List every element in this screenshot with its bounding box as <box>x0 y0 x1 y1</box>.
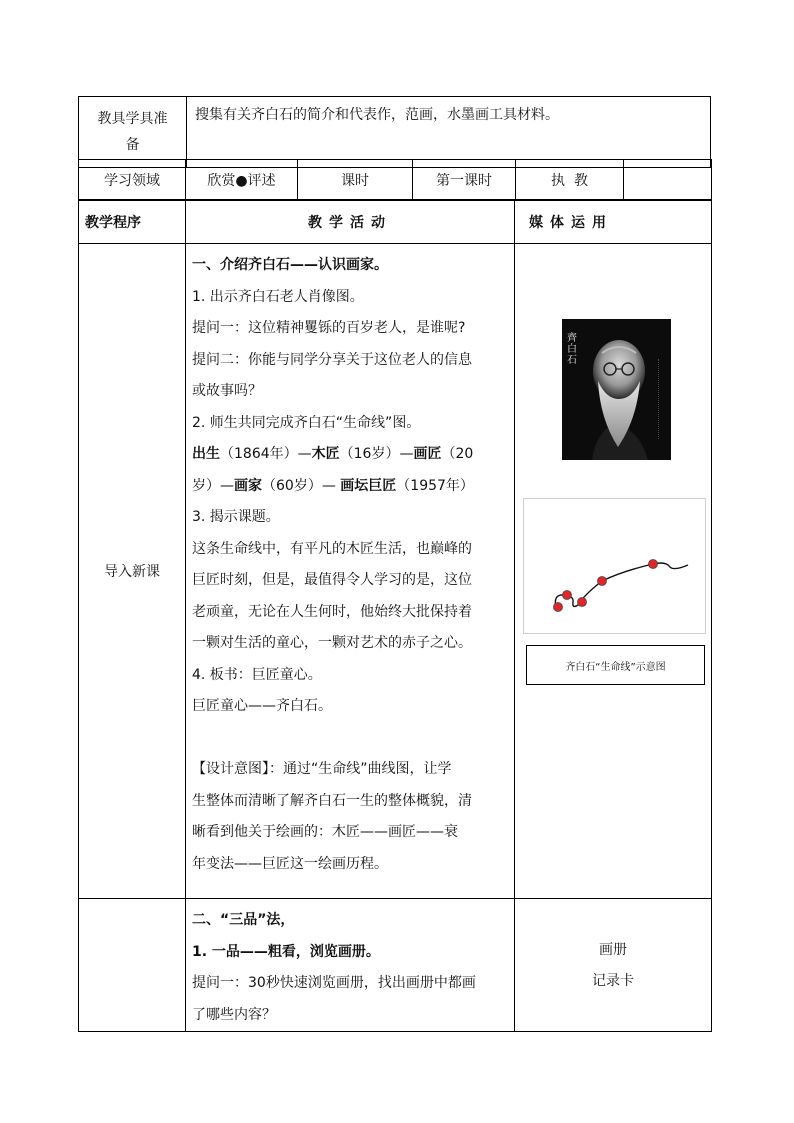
lifeline-curve-svg <box>524 499 705 633</box>
prep-row <box>79 97 711 168</box>
prep-value: 搜集有关齐白石的简介和代表作，范画，水墨画工具材料。 <box>187 97 711 168</box>
lesson-table <box>78 199 712 1032</box>
section1-name: 导入新课 <box>79 244 186 899</box>
period-value: 第一课时 <box>413 160 516 201</box>
lifeline-milestone-dot-4 <box>598 577 607 586</box>
timeline-birth: 出生 <box>192 446 220 462</box>
section1-p6d: 一颗对生活的童心，一颗对艺术的赤子之心。 <box>192 635 472 651</box>
timeline-painter: 画家 <box>234 477 262 494</box>
period-label: 课时 <box>298 160 413 201</box>
teacher-value <box>624 160 712 201</box>
section1-p4: 2. 师生共同完成齐白石“生命线”图。 <box>192 414 421 431</box>
timeline-sep3: — <box>220 477 234 494</box>
timeline-artisan-note-a: （20 <box>441 446 474 462</box>
header-procedure: 教学程序 <box>79 200 186 244</box>
timeline-artisan: 画匠 <box>413 446 442 462</box>
portrait-side-inscription <box>658 359 667 439</box>
prep-table <box>78 96 711 168</box>
lifeline-milestone-dot-1 <box>554 603 563 612</box>
section1-p7: 4. 板书：巨匠童心。 <box>192 666 322 683</box>
section1-intent-a <box>192 754 508 786</box>
section1-intent-d: 年变法——巨匠这一绘画历程。 <box>192 855 388 872</box>
lesson-header-row <box>79 200 712 244</box>
timeline-sep1: — <box>297 446 312 462</box>
timeline-sep4: — <box>321 477 341 494</box>
timeline-master-note: （1957年） <box>396 477 474 494</box>
section1-p5: 3. 揭示课题。 <box>192 509 280 525</box>
prep-label-line2: 备 <box>125 137 140 153</box>
header-activity: 教学活动 <box>186 200 515 244</box>
prep-label-cell <box>79 97 187 168</box>
blank-line <box>192 723 508 755</box>
timeline-birth-note: （1864年） <box>220 446 298 462</box>
timeline-line1 <box>192 439 508 471</box>
media-record-card: 记录卡 <box>592 973 634 989</box>
section1-p8: 巨匠童心——齐白石。 <box>192 698 332 714</box>
section1-media <box>515 244 712 899</box>
qi-baishi-portrait-image <box>562 319 671 460</box>
prep-label-line1: 教具学具准 <box>97 111 168 127</box>
timeline-carpenter-note: （16岁） <box>339 446 400 462</box>
media-album: 画册 <box>599 942 627 958</box>
domain-value: 欣赏●评述 <box>186 160 298 201</box>
info-table <box>78 159 712 201</box>
info-row <box>79 160 712 201</box>
section1-title: 一、介绍齐白石——认识画家。 <box>192 257 388 273</box>
section1-p3b: 或故事吗？ <box>192 383 262 399</box>
lifeline-caption: 齐白石“生命线”示意图 <box>526 645 705 685</box>
timeline-artisan-note-b: 岁） <box>192 477 220 494</box>
section2-p2b: 了哪些内容？ <box>192 1006 276 1023</box>
section1-row <box>79 244 712 899</box>
section1-p2: 提问一：这位精神矍铄的百岁老人，是谁呢? <box>192 320 466 336</box>
section2-name <box>79 899 186 1032</box>
timeline-line2 <box>192 471 508 503</box>
header-media: 媒体运用 <box>515 200 712 244</box>
timeline-sep2: — <box>399 446 414 462</box>
intent-line-a: 【设计意图】：通过“生命线”曲线图，让学 <box>192 761 452 777</box>
section1-p6a: 这条生命线中，有平凡的木匠生活，也巅峰的 <box>192 540 472 557</box>
section1-p6b: 巨匠时刻，但是，最值得令人学习的是，这位 <box>192 572 472 588</box>
timeline-painter-note: （60岁） <box>262 477 322 494</box>
lifeline-milestone-dot-3 <box>578 598 587 607</box>
section2-media-list <box>515 899 711 997</box>
section1-activity <box>186 244 515 899</box>
lifeline-milestone-dot-2 <box>563 591 572 600</box>
portrait-inscription: 齊白石 <box>567 333 577 366</box>
lifeline-curve <box>555 563 688 607</box>
lifeline-diagram <box>523 498 706 634</box>
section1-p6c: 老顽童，无论在人生何时，他始终大批保持着 <box>192 603 472 620</box>
domain-label: 学习领域 <box>79 160 186 201</box>
section2-activity <box>186 899 515 1032</box>
lifeline-milestone-dot-5 <box>649 560 658 569</box>
teacher-label: 执 教 <box>516 160 624 201</box>
section2-p2a: 提问一：30秒快速浏览画册，找出画册中都画 <box>192 975 476 991</box>
section1-p1: 1. 出示齐白石老人肖像图。 <box>192 288 364 305</box>
section1-p3a: 提问二：你能与同学分享关于这位老人的信息 <box>192 351 472 368</box>
section1-intent-b: 生整体而清晰了解齐白石一生的整体概貌，清 <box>192 792 472 809</box>
section2-p1: 1. 一品——粗看，浏览画册。 <box>192 943 380 960</box>
section1-intent-c: 晰看到他关于绘画的：木匠——画匠——衰 <box>192 824 458 840</box>
section2-row <box>79 899 712 1032</box>
timeline-master: 画坛巨匠 <box>340 477 397 494</box>
section2-title: 二、“三品”法， <box>192 912 295 928</box>
section2-media <box>515 899 712 1032</box>
timeline-carpenter: 木匠 <box>311 446 340 462</box>
